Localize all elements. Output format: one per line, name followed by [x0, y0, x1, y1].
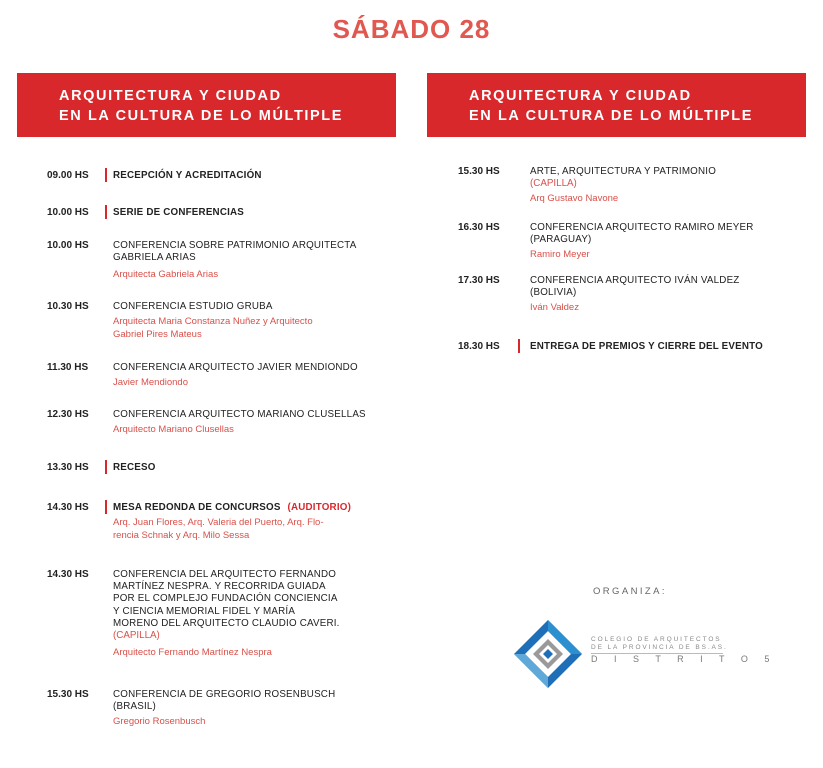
item-time: 11.30 HS [47, 362, 89, 373]
right-banner [427, 73, 806, 137]
item-speaker: Javier Mendiondo [113, 377, 188, 389]
item-title: CONFERENCIA ARQUITECTO MARIANO CLUSELLAS [113, 409, 366, 420]
item-title: RECEPCIÓN Y ACREDITACIÓN [113, 170, 262, 181]
item-speaker: Ramiro Meyer [530, 249, 590, 261]
separator-bar [105, 460, 107, 474]
item-speaker: Iván Valdez [530, 302, 579, 314]
item-title: ARTE, ARQUITECTURA Y PATRIMONIO [530, 166, 717, 177]
banner-line-1: ARQUITECTURA Y CIUDAD [59, 88, 282, 104]
item-venue: (CAPILLA) [530, 178, 577, 190]
item-title: RECESO [113, 462, 156, 473]
item-speaker: Arquitecto Fernando Martínez Nespra [113, 647, 272, 659]
item-title-line: CONFERENCIA SOBRE PATRIMONIO ARQUITECTA [113, 240, 357, 251]
item-title-line: MORENO DEL ARQUITECTO CLAUDIO CAVERI. [113, 617, 340, 629]
item-time: 18.30 HS [458, 341, 500, 352]
day-title: SÁBADO 28 [332, 14, 491, 44]
colegio-logo-icon [513, 619, 583, 689]
item-venue: (CAPILLA) [113, 630, 160, 642]
item-speaker-line: rencia Schnak y Arq. Milo Sessa [113, 530, 250, 542]
item-title-line: GABRIELA ARIAS [113, 252, 196, 264]
item-title: SERIE DE CONFERENCIAS [113, 207, 245, 218]
item-title-line: CONFERENCIA DE GREGORIO ROSENBUSCH [113, 689, 336, 700]
item-speaker-line: Arquitecta Maria Constanza Nuñez y Arquitecto [113, 316, 313, 328]
item-title-line: CONFERENCIA ARQUITECTO RAMIRO MEYER [530, 222, 754, 233]
item-time: 14.30 HS [47, 502, 89, 513]
banner-line-2: EN LA CULTURA DE LO MÚLTIPLE [469, 108, 754, 124]
logo-line-1: COLEGIO DE ARQUITECTOS [591, 636, 722, 643]
item-time: 12.30 HS [47, 409, 89, 420]
item-title-line: Y CIENCIA MEMORIAL FIDEL Y MARÍA [113, 605, 296, 617]
item-time: 09.00 HS [47, 170, 89, 181]
logo-line-2: DE LA PROVINCIA DE BS.AS. [591, 644, 728, 651]
left-banner [17, 73, 396, 137]
organizer-label: ORGANIZA: [593, 586, 667, 597]
item-time: 14.30 HS [47, 569, 89, 580]
item-time: 10.00 HS [47, 207, 89, 218]
item-speaker: Arq Gustavo Navone [530, 193, 619, 205]
logo-line-3: D I S T R I T O 5 [591, 654, 777, 664]
organizer-logo [513, 619, 777, 689]
item-venue: (AUDITORIO) [287, 502, 352, 513]
item-speaker: Arquitecta Gabriela Arias [113, 269, 219, 281]
banner-line-1: ARQUITECTURA Y CIUDAD [469, 88, 692, 104]
item-speaker-line: Gabriel Pires Mateus [113, 329, 202, 341]
item-time: 10.00 HS [47, 240, 89, 251]
item-time: 16.30 HS [458, 222, 500, 233]
separator-bar [105, 168, 107, 182]
item-title: MESA REDONDA DE CONCURSOS [113, 502, 281, 513]
banner-line-2: EN LA CULTURA DE LO MÚLTIPLE [59, 108, 344, 124]
item-title-line: CONFERENCIA DEL ARQUITECTO FERNANDO [113, 569, 337, 580]
item-speaker-line: Arq. Juan Flores, Arq. Valeria del Puerto, Arq. Flo- [113, 517, 324, 529]
item-title-line: MARTÍNEZ NESPRA. Y RECORRIDA GUIADA [113, 581, 326, 593]
item-title: CONFERENCIA ARQUITECTO JAVIER MENDIONDO [113, 362, 358, 373]
item-title-line: (BRASIL) [113, 701, 156, 713]
item-title: CONFERENCIA ESTUDIO GRUBA [113, 301, 273, 312]
item-speaker: Arquitecto Mariano Clusellas [113, 424, 234, 436]
separator-bar [518, 339, 520, 353]
logo-divider [591, 653, 723, 654]
logo-text [591, 636, 776, 666]
item-time: 15.30 HS [458, 166, 500, 177]
item-title-line: POR EL COMPLEJO FUNDACIÓN CONCIENCIA [113, 593, 338, 605]
item-title: ENTREGA DE PREMIOS Y CIERRE DEL EVENTO [530, 341, 763, 352]
item-title-line: (BOLIVIA) [530, 287, 577, 299]
item-speaker: Gregorio Rosenbusch [113, 716, 206, 728]
item-title-line: CONFERENCIA ARQUITECTO IVÁN VALDEZ [530, 275, 740, 286]
separator-bar [105, 500, 107, 514]
item-time: 10.30 HS [47, 301, 89, 312]
item-time: 15.30 HS [47, 689, 89, 700]
item-time: 17.30 HS [458, 275, 500, 286]
separator-bar [105, 205, 107, 219]
item-title-line: (PARAGUAY) [530, 234, 592, 246]
item-time: 13.30 HS [47, 462, 89, 473]
